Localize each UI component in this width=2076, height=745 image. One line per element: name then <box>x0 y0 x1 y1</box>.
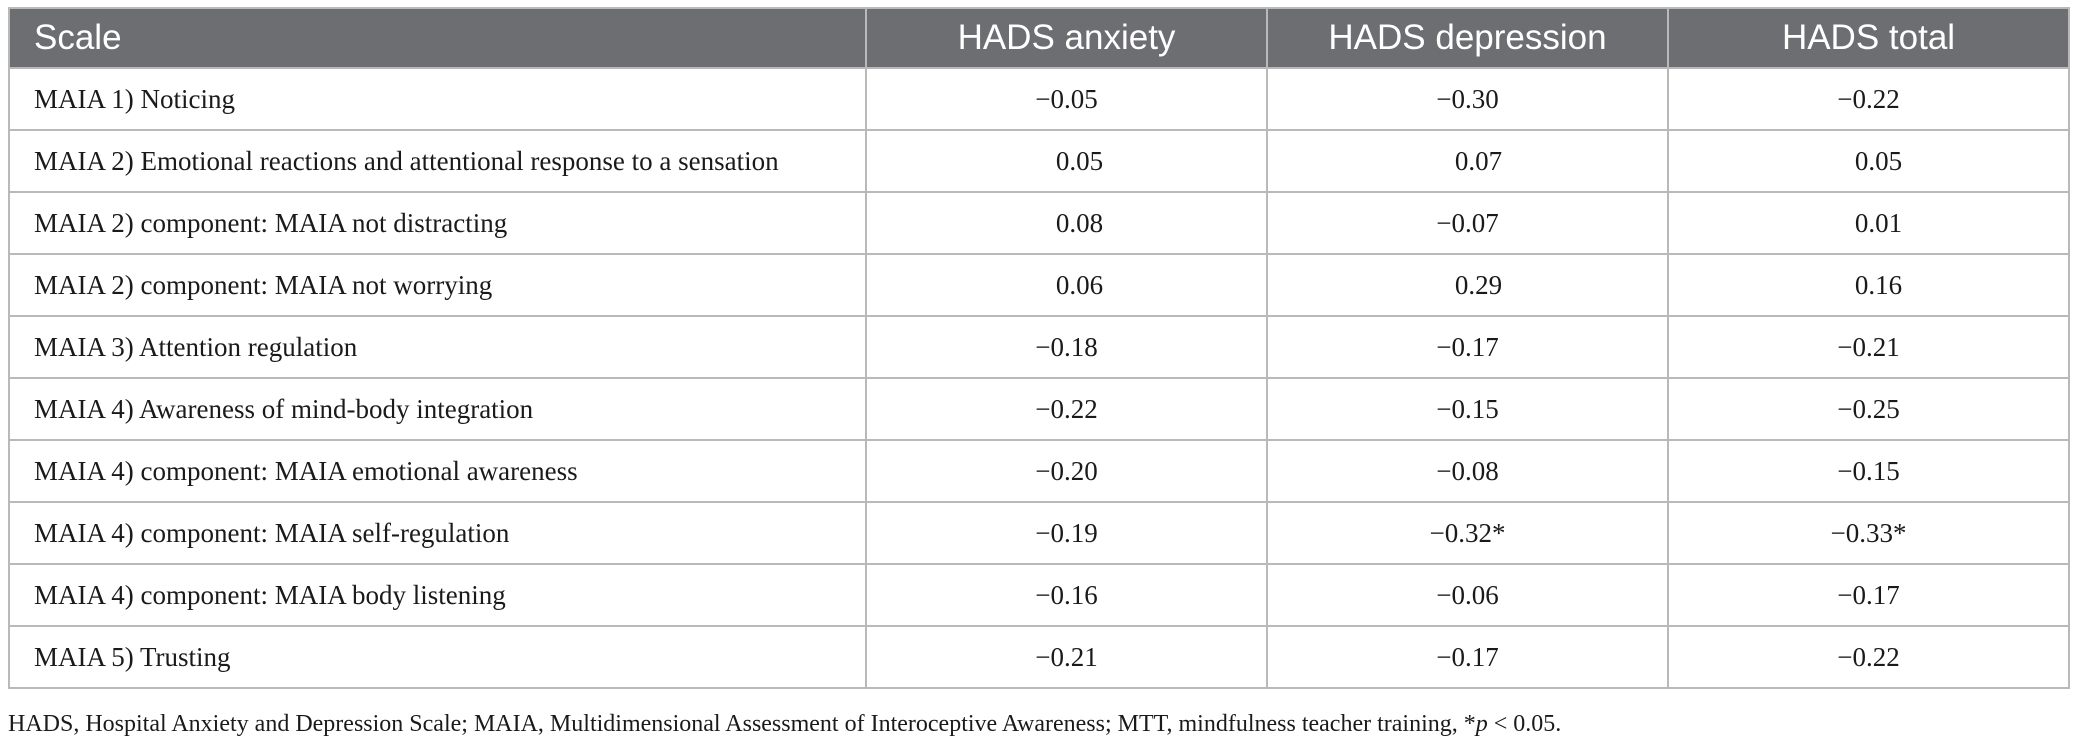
cell-hads-anxiety <box>866 68 1267 130</box>
header-hads-total: HADS total <box>1668 8 2069 68</box>
cell-hads-total <box>1668 626 2069 688</box>
cell-hads-anxiety <box>866 502 1267 564</box>
table-row <box>9 130 2069 192</box>
value-hads-total: −0.22 <box>1837 83 1900 114</box>
cell-hads-anxiety <box>866 440 1267 502</box>
value-hads-depression: −0.06 <box>1436 579 1499 610</box>
cell-hads-depression <box>1267 192 1668 254</box>
footnote-p-symbol: p <box>1475 711 1488 737</box>
header-hads-anxiety: HADS anxiety <box>866 8 1267 68</box>
cell-hads-depression <box>1267 130 1668 192</box>
cell-hads-total <box>1668 316 2069 378</box>
value-hads-total: 0.01 <box>1854 207 1903 238</box>
cell-hads-total <box>1668 564 2069 626</box>
value-hads-anxiety: 0.06 <box>1055 269 1104 300</box>
correlation-table-container <box>8 7 2068 689</box>
value-hads-total: −0.21 <box>1837 331 1900 362</box>
cell-hads-depression <box>1267 316 1668 378</box>
cell-hads-depression <box>1267 440 1668 502</box>
cell-hads-depression <box>1267 378 1668 440</box>
cell-scale: MAIA 3) Attention regulation <box>9 316 866 378</box>
cell-hads-depression <box>1267 564 1668 626</box>
cell-scale: MAIA 2) component: MAIA not distracting <box>9 192 866 254</box>
value-hads-total: −0.22 <box>1837 641 1900 672</box>
table-header <box>9 8 2069 68</box>
footnote-threshold: < 0.05. <box>1487 711 1562 737</box>
value-hads-anxiety: 0.08 <box>1055 207 1104 238</box>
cell-hads-depression <box>1267 68 1668 130</box>
cell-scale: MAIA 4) component: MAIA self-regulation <box>9 502 866 564</box>
table-footnote <box>8 711 1561 738</box>
cell-hads-depression <box>1267 254 1668 316</box>
cell-hads-total <box>1668 68 2069 130</box>
cell-scale: MAIA 4) component: MAIA body listening <box>9 564 866 626</box>
table-row <box>9 564 2069 626</box>
cell-hads-anxiety <box>866 130 1267 192</box>
header-scale: Scale <box>9 8 866 68</box>
cell-hads-anxiety <box>866 316 1267 378</box>
cell-hads-anxiety <box>866 192 1267 254</box>
value-hads-anxiety: −0.19 <box>1035 517 1098 548</box>
value-hads-depression: −0.30 <box>1436 83 1499 114</box>
table-row <box>9 68 2069 130</box>
table-row <box>9 192 2069 254</box>
table-row <box>9 502 2069 564</box>
cell-scale: MAIA 1) Noticing <box>9 68 866 130</box>
value-hads-total: 0.05 <box>1854 145 1903 176</box>
value-hads-anxiety: −0.05 <box>1035 83 1098 114</box>
cell-hads-anxiety <box>866 378 1267 440</box>
cell-hads-total <box>1668 502 2069 564</box>
cell-hads-total <box>1668 440 2069 502</box>
footnote-text: HADS, Hospital Anxiety and Depression Scale; MAIA, Multidimensional Assessment of Interoceptive Awareness; MTT, mindfulness teacher training, * <box>8 711 1476 737</box>
cell-hads-depression <box>1267 626 1668 688</box>
value-hads-depression: −0.17 <box>1436 641 1499 672</box>
table-row <box>9 378 2069 440</box>
header-hads-depression: HADS depression <box>1267 8 1668 68</box>
table-row <box>9 626 2069 688</box>
cell-hads-total <box>1668 254 2069 316</box>
value-hads-anxiety: 0.05 <box>1055 145 1104 176</box>
value-hads-total: −0.15 <box>1837 455 1900 486</box>
cell-hads-total <box>1668 130 2069 192</box>
value-hads-depression: −0.17 <box>1436 331 1499 362</box>
value-hads-anxiety: −0.16 <box>1035 579 1098 610</box>
cell-hads-anxiety <box>866 254 1267 316</box>
value-hads-total: −0.17 <box>1837 579 1900 610</box>
value-hads-total: 0.16 <box>1854 269 1903 300</box>
value-hads-total: −0.33* <box>1830 517 1907 548</box>
cell-scale: MAIA 4) component: MAIA emotional awareness <box>9 440 866 502</box>
cell-scale: MAIA 4) Awareness of mind-body integration <box>9 378 866 440</box>
value-hads-total: −0.25 <box>1837 393 1900 424</box>
value-hads-anxiety: −0.20 <box>1035 455 1098 486</box>
table-row <box>9 254 2069 316</box>
cell-hads-total <box>1668 192 2069 254</box>
value-hads-depression: 0.07 <box>1454 145 1503 176</box>
cell-scale: MAIA 2) Emotional reactions and attentional response to a sensation <box>9 130 866 192</box>
value-hads-anxiety: −0.22 <box>1035 393 1098 424</box>
table-row <box>9 316 2069 378</box>
cell-scale: MAIA 5) Trusting <box>9 626 866 688</box>
table-row <box>9 440 2069 502</box>
value-hads-anxiety: −0.21 <box>1035 641 1098 672</box>
value-hads-depression: −0.32* <box>1429 517 1506 548</box>
value-hads-anxiety: −0.18 <box>1035 331 1098 362</box>
value-hads-depression: 0.29 <box>1454 269 1503 300</box>
cell-scale: MAIA 2) component: MAIA not worrying <box>9 254 866 316</box>
value-hads-depression: −0.08 <box>1436 455 1499 486</box>
cell-hads-anxiety <box>866 626 1267 688</box>
correlation-table <box>8 7 2070 689</box>
cell-hads-total <box>1668 378 2069 440</box>
value-hads-depression: −0.07 <box>1436 207 1499 238</box>
cell-hads-depression <box>1267 502 1668 564</box>
value-hads-depression: −0.15 <box>1436 393 1499 424</box>
cell-hads-anxiety <box>866 564 1267 626</box>
header-row <box>9 8 2069 68</box>
table-body <box>9 68 2069 688</box>
